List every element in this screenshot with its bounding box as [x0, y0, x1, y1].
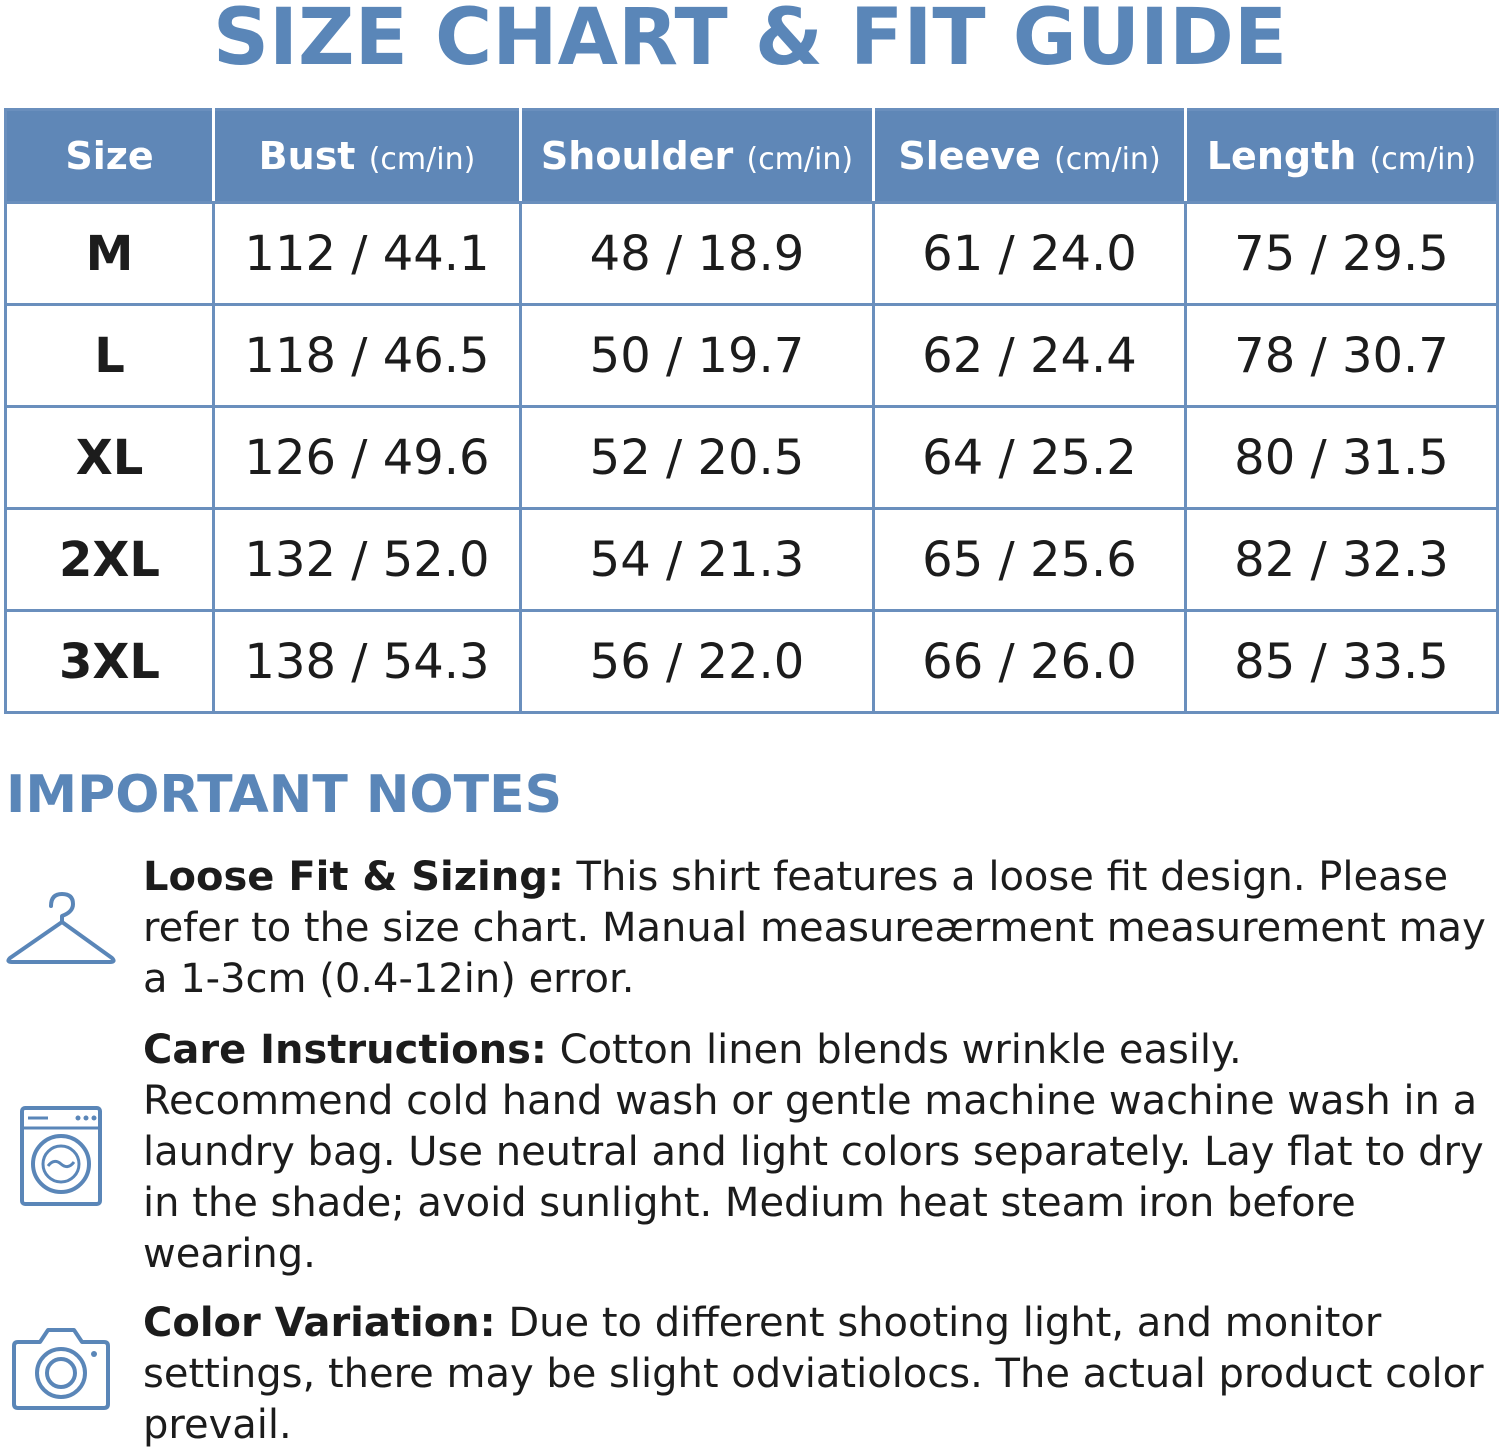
note-label: Loose Fit & Sizing: — [143, 854, 564, 900]
note-fit — [143, 852, 1493, 1005]
header-label: Bust — [258, 134, 356, 178]
shoulder-cell: 52 / 20.5 — [521, 407, 874, 509]
bust-cell: 112 / 44.1 — [214, 203, 521, 305]
table-row — [6, 509, 1498, 611]
header-unit: (cm/in) — [368, 142, 476, 177]
header-bust — [214, 110, 521, 203]
shoulder-cell: 54 / 21.3 — [521, 509, 874, 611]
note-text: This shirt features a loose fit design. Please refer to the size chart. Manual measureærment measurement may a 1-3cm (0.4-12in) error. — [143, 854, 1486, 1002]
length-cell: 75 / 29.5 — [1186, 203, 1498, 305]
sleeve-cell: 66 / 26.0 — [874, 611, 1186, 713]
header-size — [6, 110, 214, 203]
note-color — [143, 1298, 1493, 1451]
bust-cell: 126 / 49.6 — [214, 407, 521, 509]
table-row — [6, 305, 1498, 407]
sleeve-cell: 62 / 24.4 — [874, 305, 1186, 407]
table-row — [6, 611, 1498, 713]
header-shoulder — [521, 110, 874, 203]
header-length — [1186, 110, 1498, 203]
length-cell: 80 / 31.5 — [1186, 407, 1498, 509]
length-cell: 82 / 32.3 — [1186, 509, 1498, 611]
length-cell: 78 / 30.7 — [1186, 305, 1498, 407]
size-chart-table — [4, 108, 1499, 714]
bust-cell: 138 / 54.3 — [214, 611, 521, 713]
header-label: Shoulder — [540, 134, 734, 178]
sleeve-cell: 61 / 24.0 — [874, 203, 1186, 305]
shoulder-cell: 50 / 19.7 — [521, 305, 874, 407]
note-label: Color Variation: — [143, 1300, 496, 1346]
header-sleeve — [874, 110, 1186, 203]
table-header-row — [6, 110, 1498, 203]
bust-cell: 132 / 52.0 — [214, 509, 521, 611]
washing-machine-icon — [20, 1106, 102, 1206]
page-title: SIZE CHART & FIT GUIDE — [212, 0, 1288, 83]
hanger-icon — [6, 892, 116, 966]
shoulder-cell: 56 / 22.0 — [521, 611, 874, 713]
header-label: Length — [1206, 134, 1357, 178]
table-row — [6, 407, 1498, 509]
header-unit: (cm/in) — [1369, 142, 1477, 177]
shoulder-cell: 48 / 18.9 — [521, 203, 874, 305]
size-cell: L — [6, 305, 214, 407]
bust-cell: 118 / 46.5 — [214, 305, 521, 407]
size-cell: 2XL — [6, 509, 214, 611]
size-cell: M — [6, 203, 214, 305]
notes-heading: IMPORTANT NOTES — [6, 765, 563, 825]
note-text: Cotton linen blends wrinkle easily. Recommend cold hand wash or gentle machine wachine wash in a laundry bag. Use neutral and light colors separately. Lay flat to dry in the shade; avoid sunlight. Medium heat steam iron before wearing. — [143, 1027, 1484, 1277]
header-unit: (cm/in) — [1054, 142, 1161, 177]
sleeve-cell: 65 / 25.6 — [874, 509, 1186, 611]
camera-icon — [12, 1326, 110, 1410]
note-label: Care Instructions: — [143, 1027, 547, 1073]
note-care — [143, 1025, 1493, 1280]
length-cell: 85 / 33.5 — [1186, 611, 1498, 713]
header-label: Size — [65, 134, 154, 178]
table-row — [6, 203, 1498, 305]
note-text: Due to different shooting light, and monitor settings, there may be slight odviatiolocs. The actual product color prevail. — [143, 1300, 1484, 1448]
size-cell: XL — [6, 407, 214, 509]
header-label: Sleeve — [898, 134, 1041, 178]
sleeve-cell: 64 / 25.2 — [874, 407, 1186, 509]
size-cell: 3XL — [6, 611, 214, 713]
header-unit: (cm/in) — [746, 142, 854, 177]
